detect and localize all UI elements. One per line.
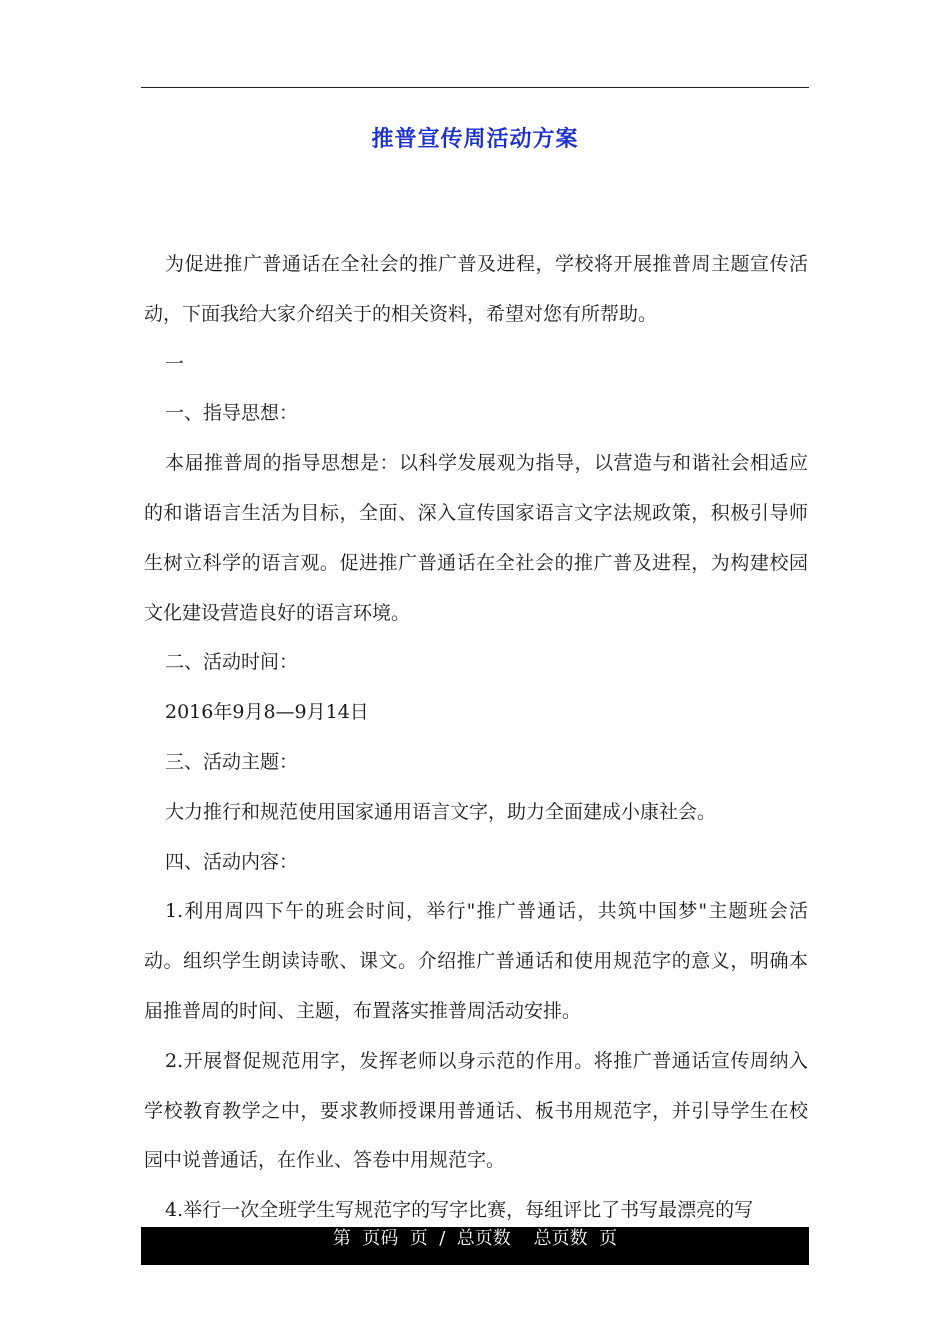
section-heading-activity-content: 四、活动内容： (165, 850, 299, 873)
section-heading-activity-time: 二、活动时间： (165, 651, 299, 674)
page-footer: 第 页码 页 / 总页数 总页数 页 (141, 1227, 809, 1265)
section-heading-activity-theme: 三、活动主题： (165, 750, 299, 773)
paragraph-activity-theme: 大力推行和规范使用国家通用语言文字，助力全面建成小康社会。 (165, 800, 717, 823)
list-item-2: 2.开展督促规范用字，发挥老师以身示范的作用。将推广普通话宣传周纳入学校教育教学之中，要求教师授课用普通话、板书用规范字，并引导学生在校园中说普通话，在作业、答卷中用规范字。 (144, 1049, 808, 1172)
list-item-4: 4.举行一次全班学生写规范字的写字比赛，每组评比了书写最漂亮的写 (165, 1199, 754, 1222)
document-body (144, 240, 808, 1236)
header-rule (141, 87, 809, 88)
section-heading-guiding-idea: 一、指导思想： (165, 402, 299, 425)
paragraph-intro: 为促进推广普通话在全社会的推广普及进程，学校将开展推普周主题宣传活动，下面我给大家介绍关于的相关资料，希望对您有所帮助。 (144, 253, 808, 325)
document-title: 推普宣传周活动方案 (371, 127, 579, 152)
list-item-1: 1.利用周四下午的班会时间，举行"推广普通话，共筑中国梦"主题班会活动。组织学生朗读诗歌、课文。介绍推广普通话和使用规范字的意义，明确本届推普周的时间、主题，布置落实推普周活动安排。 (144, 900, 808, 1022)
paragraph-activity-time: 2016年9月8—9月14日 (165, 701, 369, 724)
paragraph-marker: 一 (165, 352, 185, 375)
paragraph-guiding-idea: 本届推普周的指导思想是：以科学发展观为指导，以营造与和谐社会相适应的和谐语言生活为目标，全面、深入宣传国家语言文字法规政策，积极引导师生树立科学的语言观。促进推广普通话在全社会的推广普及进程，为构建校园文化建设营造良好的语言环境。 (144, 452, 808, 624)
